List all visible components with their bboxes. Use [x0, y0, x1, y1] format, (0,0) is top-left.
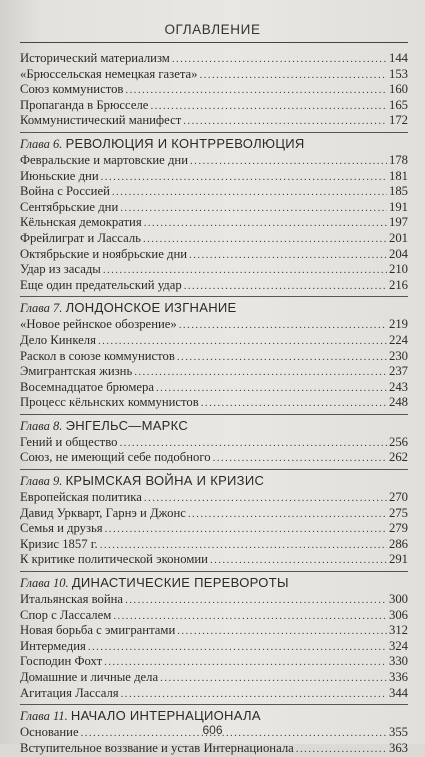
entry-page-number: 243 [388, 379, 408, 394]
entry-page-number: 324 [388, 638, 408, 653]
dot-leader [183, 114, 387, 130]
chapter-title: ЛОНДОНСКОЕ ИЗГНАНИЕ [65, 300, 237, 316]
entry-page-number: 291 [388, 552, 408, 567]
chapter-heading [20, 133, 408, 153]
chapter-label: Глава 8. [20, 418, 63, 433]
entry-title: Европейская политика [20, 490, 142, 505]
entry-title: Июньские дни [20, 168, 99, 183]
running-header: ОГЛАВЛЕНИЕ [164, 22, 261, 37]
dot-leader [112, 185, 387, 201]
toc-entry [20, 215, 408, 231]
entry-title: Дело Кинкеля [20, 332, 96, 347]
entry-page-number: 330 [388, 654, 408, 669]
toc-entry [20, 380, 408, 396]
dot-leader [160, 671, 387, 687]
entry-title: Вступительное воззвание и устав Интернационала [20, 740, 294, 755]
entry-page-number: 306 [388, 607, 408, 622]
entry-page-number: 279 [388, 521, 408, 536]
toc-entry [20, 247, 408, 263]
entry-page-number: 363 [388, 740, 408, 755]
entry-title: Война с Россией [20, 184, 110, 199]
entry-title: К критике политической экономии [20, 552, 208, 567]
entry-title: Исторический материализм [20, 51, 170, 65]
toc-entry [20, 506, 408, 522]
chapter-section [20, 469, 408, 568]
entry-page-number: 230 [388, 348, 408, 363]
toc-entry [20, 521, 408, 537]
entry-title: Кризис 1857 г. [20, 536, 98, 551]
toc-entry [20, 200, 408, 216]
dot-leader [150, 99, 387, 115]
dot-leader [100, 538, 387, 554]
chapter-title: РЕВОЛЮЦИЯ И КОНТРРЕВОЛЮЦИЯ [65, 135, 305, 151]
entry-title: Удар из засады [20, 262, 101, 277]
toc-entry [20, 670, 408, 686]
dot-leader [200, 68, 387, 84]
entry-page-number: 165 [388, 97, 408, 112]
entry-title: Гений и общество [20, 434, 118, 449]
toc-entry [20, 741, 408, 757]
entry-title: Кёльнская демократия [20, 215, 142, 230]
toc-entry [20, 364, 408, 380]
toc-entry [20, 552, 408, 568]
entry-title: Эмигрантская жизнь [20, 364, 133, 379]
dot-leader [125, 593, 387, 609]
toc-entry [20, 169, 408, 185]
entry-title: Давид Уркварт, Гарнэ и Джонс [20, 505, 186, 520]
dot-leader [296, 742, 387, 757]
dot-leader [190, 154, 387, 170]
entry-title: Спор с Лассалем [20, 607, 112, 622]
toc-entry [20, 262, 408, 278]
entry-page-number: 210 [388, 262, 408, 277]
entry-title: Домашние и личные дела [20, 670, 159, 684]
dot-leader [172, 52, 387, 68]
dot-leader [105, 522, 387, 538]
entry-title: Основание [20, 725, 79, 740]
entry-page-number: 270 [388, 490, 408, 505]
entry-page-number: 201 [388, 230, 408, 245]
dot-leader [103, 263, 387, 279]
entry-title: «Брюссельская немецкая газета» [20, 66, 198, 81]
entry-title: Новая борьба с эмигрантами [20, 623, 176, 638]
toc-entry [20, 51, 408, 67]
entry-page-number: 312 [388, 623, 408, 638]
entry-title: «Новое рейнское обозрение» [20, 317, 177, 332]
entry-title: Итальянская война [20, 592, 124, 607]
chapter-title: НАЧАЛО ИНТЕРНАЦИОНАЛА [70, 708, 261, 724]
chapter-label: Глава 11. [20, 709, 68, 724]
entry-page-number: 262 [388, 450, 408, 465]
entry-page-number: 300 [388, 592, 408, 607]
entry-page-number: 216 [388, 277, 408, 292]
entry-title: Интермедия [20, 638, 86, 653]
entry-title: Семья и друзья [20, 521, 103, 536]
dot-leader [156, 381, 387, 397]
dot-leader [120, 201, 387, 217]
dot-leader [144, 491, 387, 507]
chapter-label: Глава 9. [20, 474, 63, 489]
toc-entry [20, 490, 408, 506]
entry-title: Сентябрьские дни [20, 199, 119, 214]
entry-title: Еще один предательский удар [20, 277, 182, 292]
entry-page-number: 336 [388, 670, 408, 684]
dot-leader [201, 396, 387, 412]
entry-title: Раскол в союзе коммунистов [20, 348, 175, 363]
entry-page-number: 160 [388, 82, 408, 97]
entry-title: Февральские и мартовские дни [20, 152, 189, 167]
toc-entry [20, 639, 408, 655]
dot-leader [188, 507, 387, 523]
entry-title: Пропаганда в Брюсселе [20, 97, 149, 112]
chapter-label: Глава 10. [20, 576, 69, 591]
chapter-title: КРЫМСКАЯ ВОЙНА И КРИЗИС [65, 473, 265, 489]
entry-page-number: 185 [388, 184, 408, 199]
entry-page-number: 191 [388, 199, 408, 214]
entry-page-number: 237 [388, 364, 408, 379]
entry-title: Восемнадцатое брюмера [20, 379, 154, 394]
dot-leader [179, 318, 387, 334]
entry-page-number: 355 [388, 725, 408, 740]
toc-entry [20, 98, 408, 114]
toc-entry [20, 333, 408, 349]
toc-entry [20, 592, 408, 608]
chapter-label: Глава 7. [20, 301, 63, 316]
chapter-section [20, 296, 408, 411]
dot-leader [98, 334, 387, 350]
toc-entry [20, 623, 408, 639]
chapter-title: ДИНАСТИЧЕСКИЕ ПЕРЕВОРОТЫ [71, 575, 289, 591]
dot-leader [184, 279, 387, 295]
toc-entry [20, 395, 408, 411]
entry-page-number: 219 [388, 317, 408, 332]
dot-leader [125, 83, 387, 99]
chapter-section [20, 571, 408, 701]
chapter-section [20, 132, 408, 293]
entry-title: Агитация Лассаля [20, 685, 119, 700]
toc-entry [20, 278, 408, 294]
entry-page-number: 344 [388, 685, 408, 700]
toc-entry [20, 113, 408, 129]
toc-entry [20, 686, 408, 702]
entry-page-number: 144 [388, 51, 408, 65]
entry-page-number: 286 [388, 536, 408, 551]
entry-page-number: 248 [388, 395, 408, 410]
entry-title: Фрейлиграт и Лассаль [20, 230, 141, 245]
toc-entry [20, 231, 408, 247]
dot-leader [119, 436, 387, 452]
header-rule [20, 42, 408, 43]
entry-page-number: 275 [388, 505, 408, 520]
entry-title: Октябрьские и ноябрьские дни [20, 246, 188, 261]
dot-leader [143, 232, 387, 248]
dot-leader [210, 553, 387, 569]
entry-page-number: 153 [388, 66, 408, 81]
entry-page-number: 197 [388, 215, 408, 230]
chapter-heading [20, 572, 408, 592]
entry-page-number: 204 [388, 246, 408, 261]
entry-page-number: 181 [388, 168, 408, 183]
entry-title: Процесс кёльнских коммунистов [20, 395, 199, 410]
chapter-label: Глава 6. [20, 136, 63, 151]
dot-leader [113, 609, 387, 625]
chapter-heading [20, 297, 408, 317]
entry-title: Союз, не имеющий себе подобного [20, 450, 211, 465]
page-number: 606 [202, 723, 223, 737]
chapter-title: ЭНГЕЛЬС—МАРКС [65, 417, 189, 433]
entry-title: Союз коммунистов [20, 82, 124, 97]
toc-entry [20, 608, 408, 624]
entry-page-number: 178 [388, 152, 408, 167]
table-of-contents [20, 51, 408, 756]
entry-page-number: 172 [388, 113, 408, 128]
toc-entry [20, 654, 408, 670]
toc-entry [20, 450, 408, 466]
entry-page-number: 256 [388, 434, 408, 449]
dot-leader [177, 350, 387, 366]
toc-entry [20, 349, 408, 365]
toc-entry [20, 537, 408, 553]
chapter-heading [20, 415, 408, 435]
entry-title: Коммунистический манифест [20, 113, 182, 128]
dot-leader [88, 640, 387, 656]
toc-entry [20, 82, 408, 98]
chapter-heading [20, 470, 408, 490]
dot-leader [213, 451, 387, 467]
toc-entry [20, 317, 408, 333]
toc-entry [20, 67, 408, 83]
toc-entry [20, 153, 408, 169]
dot-leader [177, 624, 387, 640]
dot-leader [104, 655, 387, 671]
dot-leader [134, 365, 387, 381]
entry-title: Господин Фохт [20, 654, 103, 669]
toc-entry [20, 435, 408, 451]
entry-page-number: 224 [388, 332, 408, 347]
dot-leader [121, 687, 387, 703]
dot-leader [101, 170, 387, 186]
dot-leader [144, 216, 387, 232]
dot-leader [189, 248, 387, 264]
chapter-section [20, 414, 408, 466]
toc-entry [20, 184, 408, 200]
